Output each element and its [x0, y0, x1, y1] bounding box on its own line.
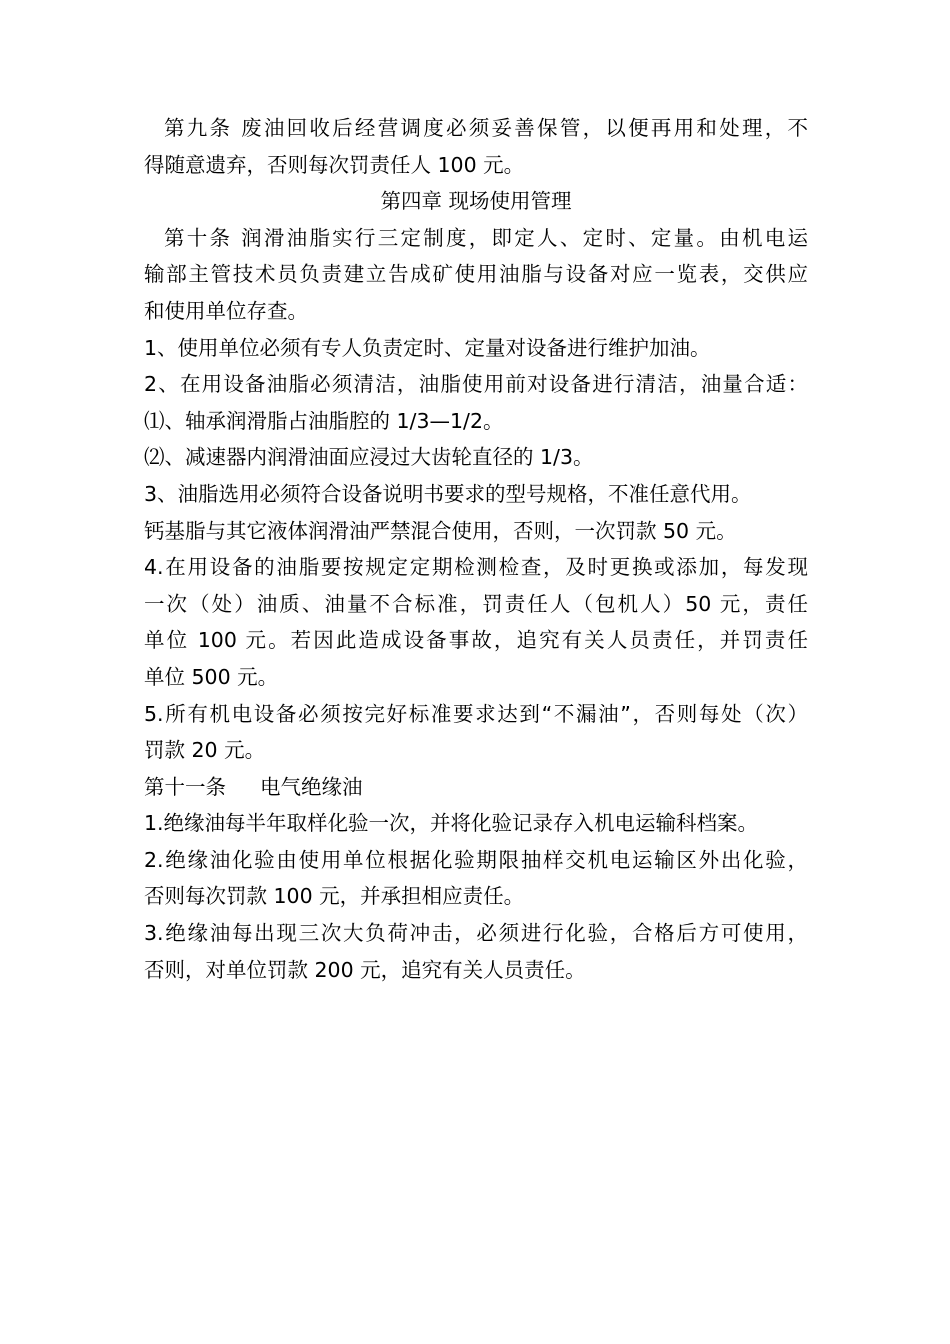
article-10-line-1: 第十条 润滑油脂实行三定制度，即定人、定时、定量。由机电运 — [164, 225, 808, 250]
oil-item-2-line-1: 2.绝缘油化验由使用单位根据化验期限抽样交机电运输区外出化验， — [144, 847, 808, 872]
sub-item-1: ⑴、轴承润滑脂占油脂腔的 1/3—1/2。 — [144, 408, 504, 433]
chapter-4-heading: 第四章 现场使用管理 — [380, 189, 572, 214]
item-4-line-2: 一次（处）油质、油量不合标准，罚责任人（包机人）50 元，责任 — [144, 591, 808, 616]
item-1: 1、使用单位必须有专人负责定时、定量对设备进行维护加油。 — [144, 335, 711, 360]
item-3-line-2: 钙基脂与其它液体润滑油严禁混合使用，否则，一次罚款 50 元。 — [144, 518, 737, 543]
document-body — [144, 110, 808, 988]
oil-item-3-line-2: 否则，对单位罚款 200 元，追究有关人员责任。 — [144, 957, 586, 982]
article-11-label: 第十一条 — [144, 774, 226, 799]
oil-item-1: 1.绝缘油每半年取样化验一次，并将化验记录存入机电运输科档案。 — [144, 811, 759, 836]
item-2: 2、在用设备油脂必须清洁，油脂使用前对设备进行清洁，油量合适： — [144, 372, 808, 397]
item-5-line-2: 罚款 20 元。 — [144, 738, 266, 763]
article-9-line-1: 第九条 废油回收后经营调度必须妥善保管，以便再用和处理，不 — [164, 116, 808, 140]
oil-item-2-line-2: 否则每次罚款 100 元，并承担相应责任。 — [144, 884, 525, 909]
sub-item-2: ⑵、减速器内润滑油面应浸过大齿轮直径的 1/3。 — [144, 445, 594, 470]
article-9-line-2: 得随意遗弃，否则每次罚责任人 100 元。 — [144, 152, 525, 177]
item-4-line-4: 单位 500 元。 — [144, 664, 279, 689]
article-10-line-2: 输部主管技术员负责建立告成矿使用油脂与设备对应一览表，交供应 — [144, 262, 808, 287]
article-10-line-3: 和使用单位存查。 — [144, 298, 308, 323]
item-4-line-3: 单位 100 元。若因此造成设备事故，追究有关人员责任，并罚责任 — [144, 628, 808, 653]
item-3-line-1: 3、油脂选用必须符合设备说明书要求的型号规格，不准任意代用。 — [144, 481, 752, 506]
oil-item-3-line-1: 3.绝缘油每出现三次大负荷冲击，必须进行化验，合格后方可使用， — [144, 921, 808, 946]
item-5-line-1: 5.所有机电设备必须按完好标准要求达到“不漏油”，否则每处（次） — [144, 701, 808, 726]
article-11-heading — [144, 769, 808, 806]
article-11-title: 电气绝缘油 — [260, 774, 363, 799]
item-4-line-1: 4.在用设备的油脂要按规定定期检测检查，及时更换或添加，每发现 — [144, 555, 808, 580]
